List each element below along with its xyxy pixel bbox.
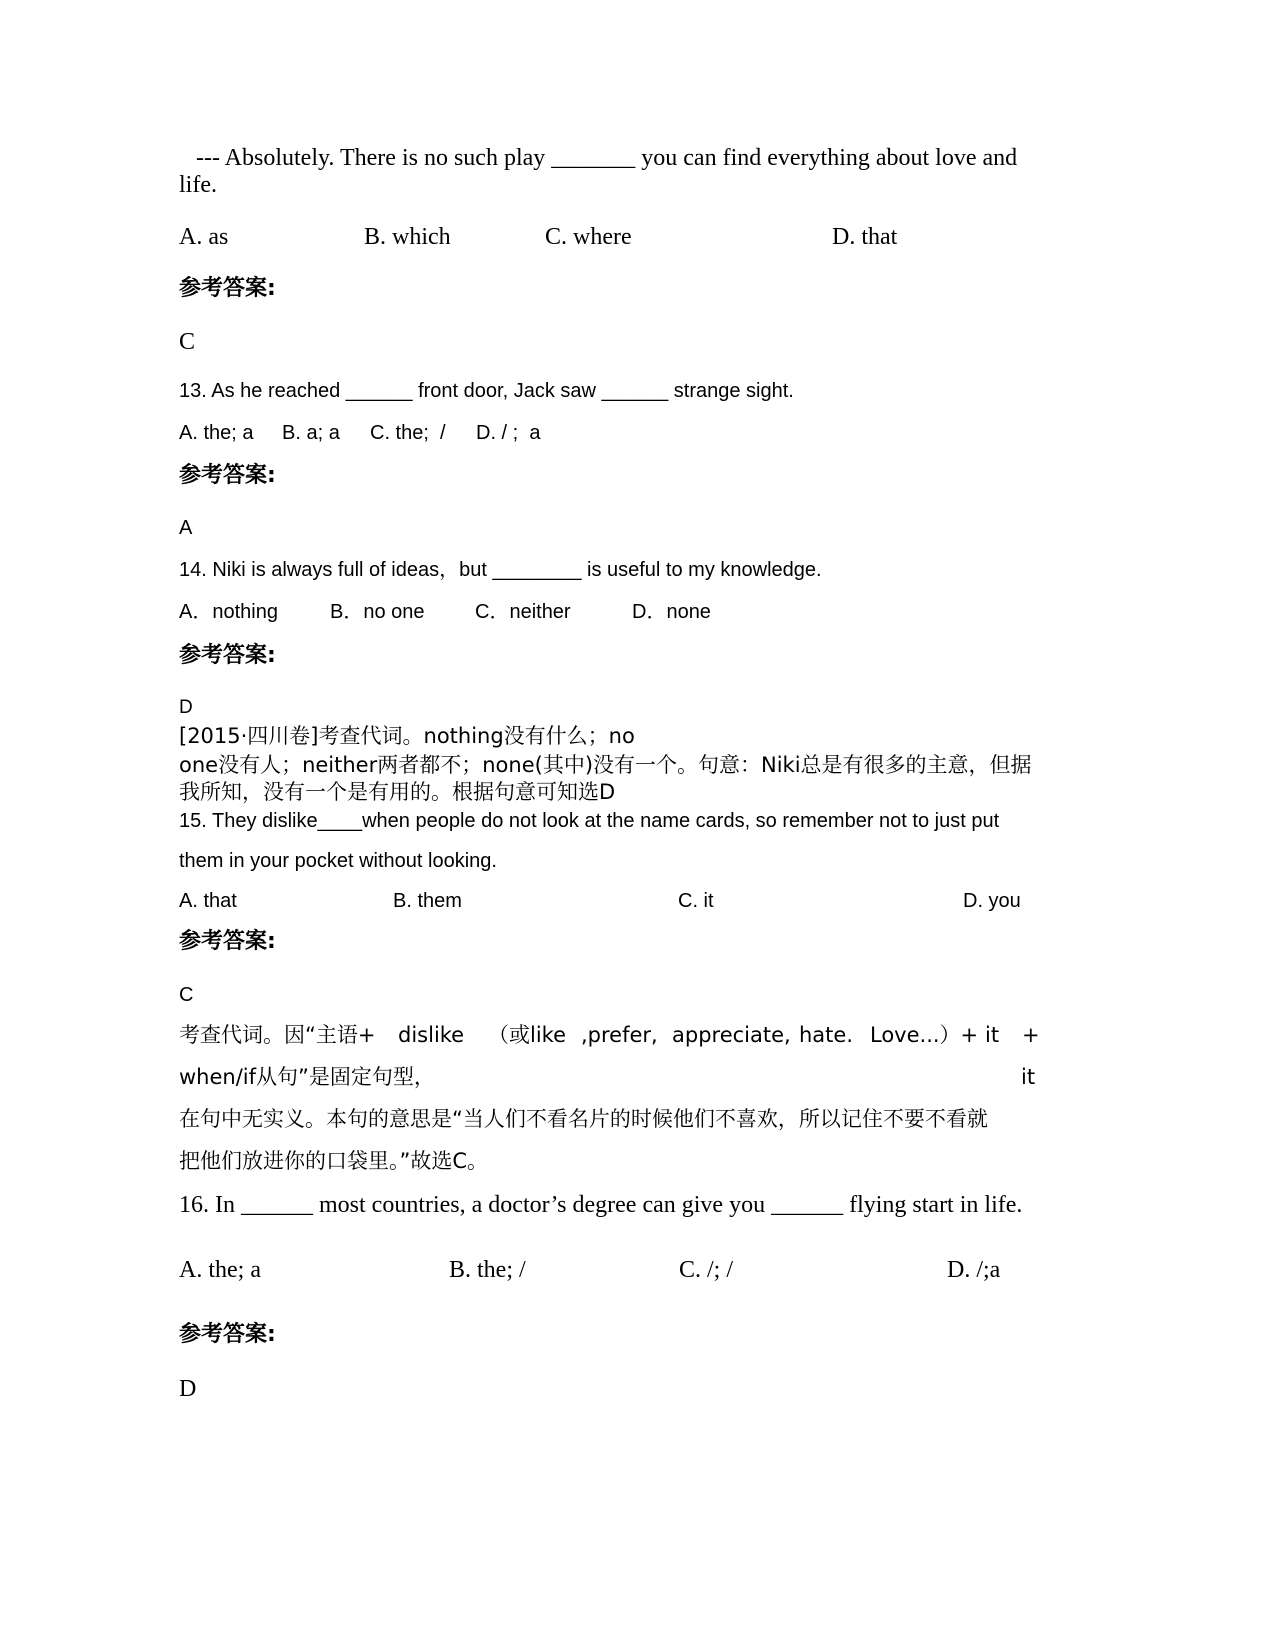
q12-option-a: A. as [179,224,229,250]
q14-explanation-line1: [2015·四川卷]考查代词。nothing没有什么；no [179,724,635,748]
q13-option-b: B. a; a [282,422,340,444]
q15-stem-line2: them in your pocket without looking. [179,850,497,872]
q14-stem: 14. Niki is always full of ideas，but ________ is useful to my knowledge. [179,559,822,581]
q15-option-b: B. them [393,890,462,912]
q12-stem-line1: --- Absolutely. There is no such play _______ you can find everything about love and [196,145,1018,171]
q15-answer-label: 参考答案: [179,929,276,954]
q15-explanation-line1-seg8: it [985,1023,1000,1047]
q12-stem-line2: life. [179,172,217,198]
q14-answer: D [179,697,193,718]
q16-option-d: D. /;a [947,1257,1001,1283]
q14-explanation-line3: 我所知，没有一个是有用的。根据句意可知选D [179,780,616,804]
q15-explanation-line4: 把他们放进你的口袋里。”故选C。 [179,1149,489,1173]
q12-option-c: C. where [545,224,632,250]
q15-option-a: A. that [179,890,237,912]
q16-stem: 16. In ______ most countries, a doctor’s degree can give you ______ flying start in life. [179,1192,1023,1218]
q15-explanation-line1-seg6: hate. [799,1023,854,1047]
q15-explanation-line1-seg9: + [1022,1023,1040,1047]
q14-option-a: A．nothing [179,601,278,623]
q15-explanation-line1-seg1: 考查代词。因“主语+ [179,1023,376,1047]
q15-option-c: C. it [678,890,714,912]
q15-explanation-line2-seg2: it [1021,1065,1036,1089]
q13-option-c: C. the; / [370,422,446,444]
q13-answer: A [179,517,193,539]
q16-option-b: B. the; / [449,1257,526,1283]
q15-option-d: D. you [963,890,1021,912]
q15-explanation-line1-seg5: appreciate, [672,1023,791,1047]
q14-option-d: D．none [632,601,711,623]
q14-option-c: C．neither [475,601,571,623]
q14-answer-label: 参考答案: [179,643,276,668]
q12-option-d: D. that [832,224,898,250]
q15-explanation-line1-seg7: Love...）+ [870,1023,979,1047]
q14-option-b: B．no one [330,601,425,623]
q15-stem-line1: 15. They dislike____when people do not look at the name cards, so remember not to just put [179,810,1000,832]
q13-option-d: D. / ; a [476,422,541,444]
q12-answer-label: 参考答案: [179,276,276,301]
q15-explanation-line1-seg3: （或like [488,1023,567,1047]
q14-explanation-line2: one没有人；neither两者都不；none(其中)没有一个。句意：Niki总是有很多的主意，但据 [179,753,1032,777]
q15-explanation-line1-seg4: ,prefer, [581,1023,658,1047]
q15-explanation-line1-seg2: dislike [398,1023,465,1047]
q15-answer: C [179,984,194,1006]
q13-option-a: A. the; a [179,422,254,444]
q16-answer-label: 参考答案: [179,1322,276,1347]
q16-option-c: C. /; / [679,1257,734,1283]
q12-answer: C [179,329,196,355]
q12-option-b: B. which [364,224,451,250]
q16-answer: D [179,1376,197,1402]
q15-explanation-line3: 在句中无实义。本句的意思是“当人们不看名片的时候他们不喜欢，所以记住不要不看就 [179,1107,988,1131]
q13-stem: 13. As he reached ______ front door, Jack saw ______ strange sight. [179,380,794,402]
q15-explanation-line2-seg1: when/if从句”是固定句型， [179,1065,435,1089]
q16-option-a: A. the; a [179,1257,261,1283]
q13-answer-label: 参考答案: [179,463,276,488]
